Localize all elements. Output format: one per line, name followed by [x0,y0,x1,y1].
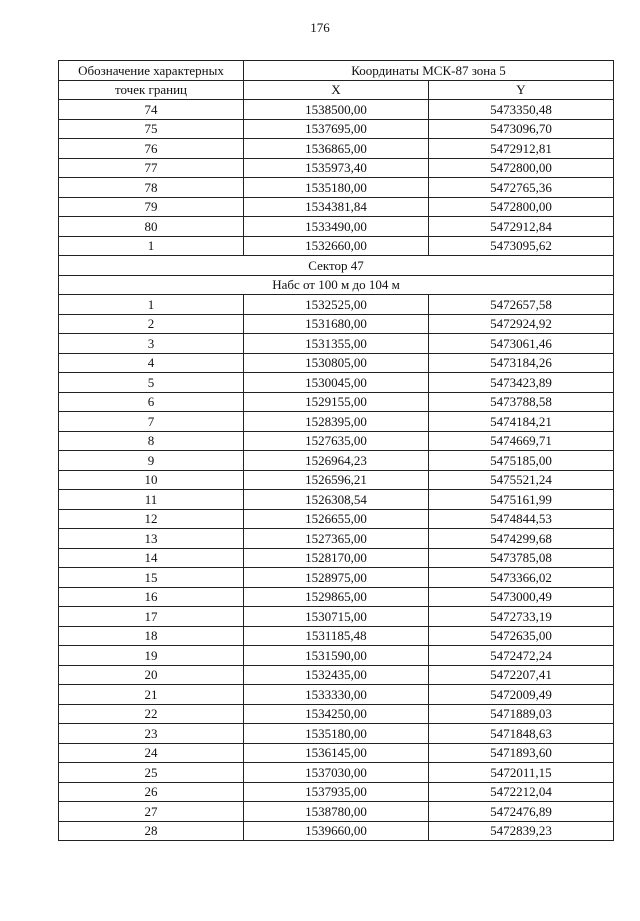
y-coordinate-cell: 5472212,04 [429,782,614,802]
point-id-cell: 75 [59,119,244,139]
table-row [59,607,614,627]
y-coordinate-cell: 5473423,89 [429,373,614,393]
table-row [59,685,614,705]
point-id-cell: 77 [59,158,244,178]
point-id-cell: 3 [59,334,244,354]
point-id-cell: 8 [59,431,244,451]
point-id-cell: 5 [59,373,244,393]
x-coordinate-cell: 1537030,00 [244,763,429,783]
y-coordinate-cell: 5475161,99 [429,490,614,510]
x-coordinate-cell: 1526308,54 [244,490,429,510]
table-row [59,665,614,685]
y-coordinate-cell: 5472800,00 [429,197,614,217]
y-coordinate-cell: 5473788,58 [429,392,614,412]
x-coordinate-cell: 1532660,00 [244,236,429,256]
x-coordinate-cell: 1538500,00 [244,100,429,120]
x-coordinate-cell: 1538780,00 [244,802,429,822]
table-row [59,119,614,139]
sector-label-row [59,256,614,276]
coordinates-table [58,60,614,841]
table-row [59,724,614,744]
x-coordinate-cell: 1530715,00 [244,607,429,627]
point-id-cell: 79 [59,197,244,217]
point-id-cell: 78 [59,178,244,198]
table-row [59,217,614,237]
x-coordinate-cell: 1528975,00 [244,568,429,588]
table-row [59,178,614,198]
point-id-cell: 21 [59,685,244,705]
sector-label: Сектор 47 [59,256,614,276]
point-id-cell: 6 [59,392,244,412]
point-id-cell: 12 [59,509,244,529]
x-coordinate-cell: 1527365,00 [244,529,429,549]
table-row [59,782,614,802]
x-coordinate-cell: 1528395,00 [244,412,429,432]
y-coordinate-cell: 5472657,58 [429,295,614,315]
y-coordinate-cell: 5472009,49 [429,685,614,705]
y-coordinate-cell: 5473061,46 [429,334,614,354]
y-coordinate-cell: 5474184,21 [429,412,614,432]
point-id-cell: 13 [59,529,244,549]
y-coordinate-cell: 5471893,60 [429,743,614,763]
table-row [59,743,614,763]
table-row [59,763,614,783]
x-coordinate-cell: 1535180,00 [244,178,429,198]
table-row [59,314,614,334]
y-coordinate-cell: 5472472,24 [429,646,614,666]
header-row-top [59,61,614,81]
page-number: 176 [310,20,330,35]
table-row [59,431,614,451]
x-coordinate-cell: 1533330,00 [244,685,429,705]
point-id-cell: 28 [59,821,244,841]
y-coordinate-cell: 5473095,62 [429,236,614,256]
y-coordinate-cell: 5472733,19 [429,607,614,627]
table-row [59,236,614,256]
table-row [59,529,614,549]
table-row [59,509,614,529]
y-coordinate-cell: 5473785,08 [429,548,614,568]
y-coordinate-cell: 5472912,84 [429,217,614,237]
table-row [59,197,614,217]
point-id-cell: 23 [59,724,244,744]
x-coordinate-cell: 1536145,00 [244,743,429,763]
table-row [59,587,614,607]
point-id-cell: 7 [59,412,244,432]
x-coordinate-cell: 1530045,00 [244,373,429,393]
y-coordinate-cell: 5473096,70 [429,119,614,139]
point-id-cell: 20 [59,665,244,685]
table-row [59,139,614,159]
point-id-cell: 10 [59,470,244,490]
x-coordinate-cell: 1537695,00 [244,119,429,139]
point-id-cell: 11 [59,490,244,510]
x-coordinate-cell: 1532525,00 [244,295,429,315]
x-coordinate-cell: 1531185,48 [244,626,429,646]
table-row [59,646,614,666]
y-coordinate-cell: 5472011,15 [429,763,614,783]
table-row [59,100,614,120]
x-coordinate-cell: 1535180,00 [244,724,429,744]
x-coordinate-cell: 1532435,00 [244,665,429,685]
table-row [59,451,614,471]
y-coordinate-cell: 5472765,36 [429,178,614,198]
y-coordinate-cell: 5472207,41 [429,665,614,685]
y-coordinate-cell: 5473000,49 [429,587,614,607]
x-coordinate-cell: 1530805,00 [244,353,429,373]
point-id-cell: 4 [59,353,244,373]
point-id-cell: 1 [59,295,244,315]
x-coordinate-cell: 1534250,00 [244,704,429,724]
y-coordinate-cell: 5473366,02 [429,568,614,588]
coordinates-table-body [59,61,614,841]
y-coordinate-cell: 5472839,23 [429,821,614,841]
point-id-cell: 76 [59,139,244,159]
x-coordinate-cell: 1533490,00 [244,217,429,237]
header-coords-title: Координаты МСК-87 зона 5 [244,61,614,81]
table-row [59,802,614,822]
table-row [59,626,614,646]
y-coordinate-cell: 5474669,71 [429,431,614,451]
point-id-cell: 1 [59,236,244,256]
point-id-cell: 2 [59,314,244,334]
table-row [59,568,614,588]
header-x-label: X [244,80,429,100]
x-coordinate-cell: 1526964,23 [244,451,429,471]
point-id-cell: 27 [59,802,244,822]
y-coordinate-cell: 5474844,53 [429,509,614,529]
height-range-label-row [59,275,614,295]
y-coordinate-cell: 5472476,89 [429,802,614,822]
point-id-cell: 80 [59,217,244,237]
point-id-cell: 22 [59,704,244,724]
y-coordinate-cell: 5472635,00 [429,626,614,646]
x-coordinate-cell: 1528170,00 [244,548,429,568]
header-point-label-line2: точек границ [59,80,244,100]
x-coordinate-cell: 1526655,00 [244,509,429,529]
point-id-cell: 19 [59,646,244,666]
point-id-cell: 74 [59,100,244,120]
x-coordinate-cell: 1535973,40 [244,158,429,178]
point-id-cell: 24 [59,743,244,763]
y-coordinate-cell: 5472924,92 [429,314,614,334]
table-row [59,548,614,568]
point-id-cell: 15 [59,568,244,588]
y-coordinate-cell: 5471848,63 [429,724,614,744]
x-coordinate-cell: 1534381,84 [244,197,429,217]
header-row-bottom [59,80,614,100]
point-id-cell: 16 [59,587,244,607]
point-id-cell: 17 [59,607,244,627]
height-range-label: Набс от 100 м до 104 м [59,275,614,295]
point-id-cell: 26 [59,782,244,802]
x-coordinate-cell: 1536865,00 [244,139,429,159]
table-row [59,373,614,393]
y-coordinate-cell: 5474299,68 [429,529,614,549]
x-coordinate-cell: 1529865,00 [244,587,429,607]
x-coordinate-cell: 1539660,00 [244,821,429,841]
point-id-cell: 18 [59,626,244,646]
x-coordinate-cell: 1526596,21 [244,470,429,490]
table-row [59,704,614,724]
table-row [59,295,614,315]
table-row [59,490,614,510]
header-y-label: Y [429,80,614,100]
point-id-cell: 25 [59,763,244,783]
x-coordinate-cell: 1537935,00 [244,782,429,802]
table-row [59,821,614,841]
x-coordinate-cell: 1531590,00 [244,646,429,666]
x-coordinate-cell: 1529155,00 [244,392,429,412]
table-row [59,470,614,490]
x-coordinate-cell: 1527635,00 [244,431,429,451]
table-row [59,353,614,373]
table-row [59,334,614,354]
table-row [59,158,614,178]
y-coordinate-cell: 5472912,81 [429,139,614,159]
point-id-cell: 14 [59,548,244,568]
table-row [59,392,614,412]
point-id-cell: 9 [59,451,244,471]
y-coordinate-cell: 5475185,00 [429,451,614,471]
y-coordinate-cell: 5473350,48 [429,100,614,120]
x-coordinate-cell: 1531680,00 [244,314,429,334]
table-row [59,412,614,432]
y-coordinate-cell: 5472800,00 [429,158,614,178]
header-point-label-line1: Обозначение характерных [59,61,244,81]
x-coordinate-cell: 1531355,00 [244,334,429,354]
y-coordinate-cell: 5475521,24 [429,470,614,490]
y-coordinate-cell: 5471889,03 [429,704,614,724]
y-coordinate-cell: 5473184,26 [429,353,614,373]
